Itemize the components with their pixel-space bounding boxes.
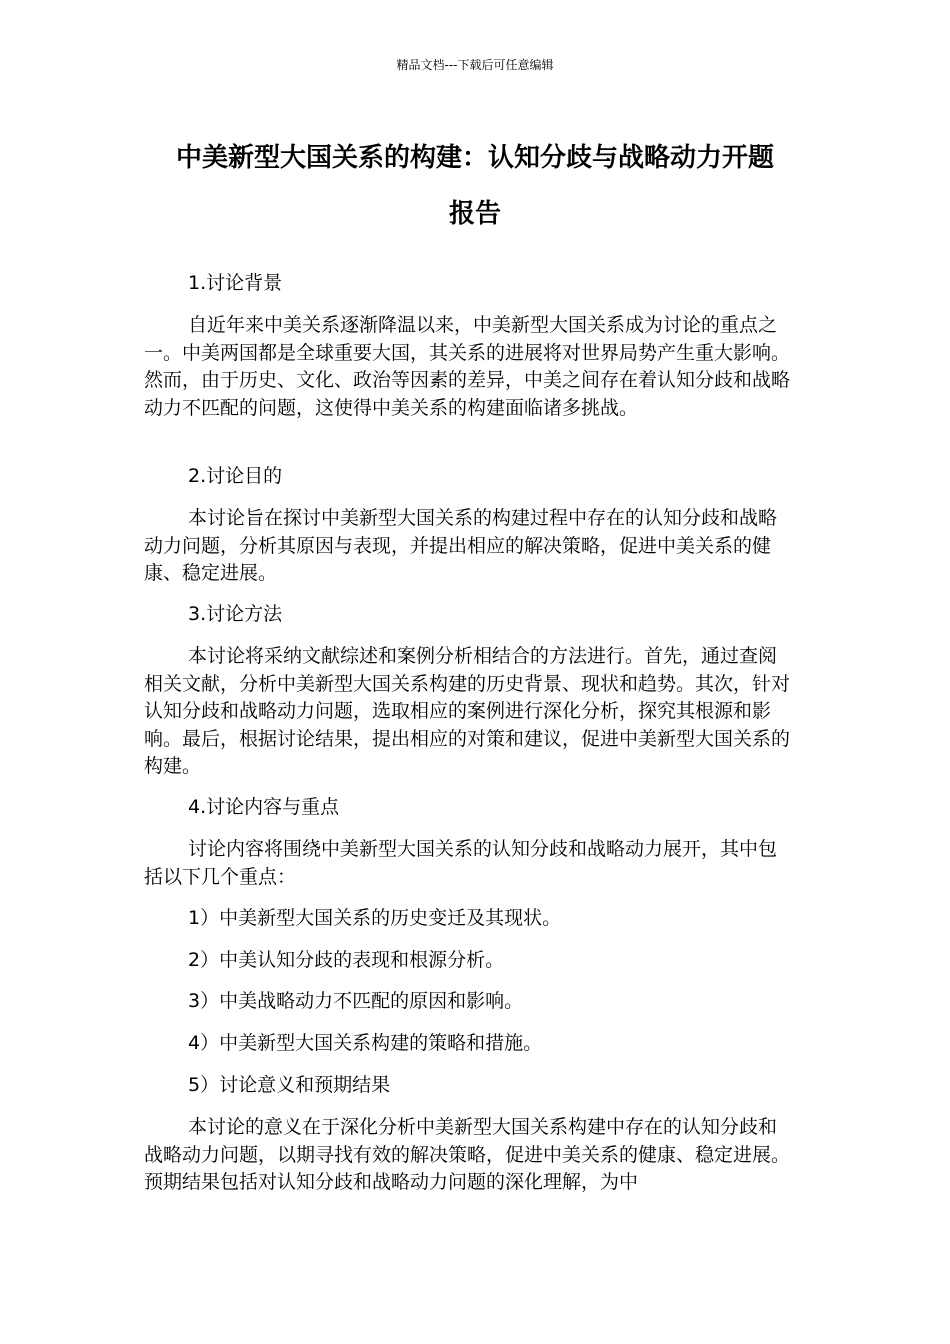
- page-header: 精品文档---下载后可任意编辑: [396, 58, 554, 72]
- section-heading-purpose: 2.讨论目的: [188, 465, 283, 487]
- paragraph-significance: 本讨论的意义在于深化分析中美新型大国关系构建中存在的认知分歧和战略动力问题，以期寻找有效的解决策略，促进中美关系的健康、稳定进展。预期结果包括对认知分歧和战略动力问题的深化理解，为中: [144, 1116, 791, 1193]
- list-item: 3）中美战略动力不匹配的原因和影响。: [188, 990, 524, 1012]
- list-item: 5）讨论意义和预期结果: [188, 1074, 391, 1096]
- section-heading-method: 3.讨论方法: [188, 603, 283, 625]
- title-line-2: 报告: [448, 199, 501, 229]
- paragraph-background: 自近年来中美关系逐渐降温以来，中美新型大国关系成为讨论的重点之一。中美两国都是全球重要大国，其关系的进展将对世界局势产生重大影响。然而，由于历史、文化、政治等因素的差异，中美之间存在着认知分歧和战略动力不匹配的问题，这使得中美关系的构建面临诸多挑战。: [144, 314, 791, 419]
- section-heading-background: 1.讨论背景: [188, 272, 283, 294]
- paragraph-purpose: 本讨论旨在探讨中美新型大国关系的构建过程中存在的认知分歧和战略动力问题，分析其原因与表现，并提出相应的解决策略，促进中美关系的健康、稳定进展。: [144, 507, 778, 584]
- document-title: [130, 130, 820, 242]
- title-line-1: 中美新型大国关系的构建：认知分歧与战略动力开题: [175, 143, 774, 173]
- list-item: 1）中美新型大国关系的历史变迁及其现状。: [188, 907, 562, 929]
- section-heading-content: 4.讨论内容与重点: [188, 796, 340, 818]
- paragraph-content: 讨论内容将围绕中美新型大国关系的认知分歧和战略动力展开，其中包括以下几个重点：: [144, 838, 778, 888]
- list-item: 2）中美认知分歧的表现和根源分析。: [188, 949, 505, 971]
- list-item: 4）中美新型大国关系构建的策略和措施。: [188, 1032, 543, 1054]
- paragraph-method: 本讨论将采纳文献综述和案例分析相结合的方法进行。首先，通过查阅相关文献，分析中美新型大国关系构建的历史背景、现状和趋势。其次，针对认知分歧和战略动力问题，选取相应的案例进行深化分析，探究其根源和影响。最后，根据讨论结果，提出相应的对策和建议，促进中美新型大国关系的构建。: [144, 645, 791, 777]
